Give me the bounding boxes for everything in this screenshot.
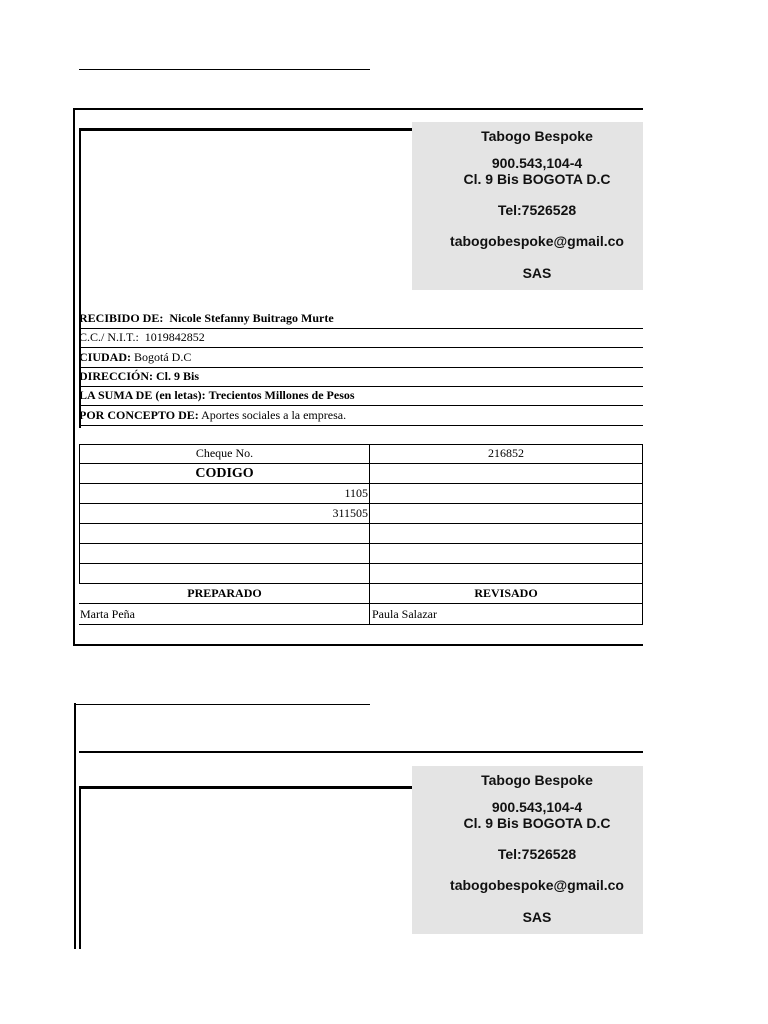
- company-nit: 900.543,104-4: [491, 155, 583, 171]
- concepto-row: [79, 406, 643, 426]
- cc-value: 1019842852: [144, 330, 205, 344]
- blank-row: [79, 425, 643, 445]
- suma-row: [79, 386, 643, 406]
- company-nit-2: 900.543,104-4: [491, 799, 583, 815]
- direccion-label: DIRECCIÓN:: [79, 369, 154, 383]
- concepto-label: POR CONCEPTO DE:: [79, 408, 199, 422]
- grid-line-6: [79, 563, 643, 564]
- cc-row: [79, 328, 643, 348]
- revisado-name: Paula Salazar: [372, 607, 437, 621]
- preparado-header: PREPARADO: [187, 586, 262, 600]
- frame-left: [73, 108, 75, 646]
- company-name-2: Tabogo Bespoke: [481, 772, 593, 788]
- header-box2-left: [79, 786, 81, 949]
- grid-right: [642, 444, 643, 625]
- codigo-header: CODIGO: [195, 466, 254, 481]
- company-phone: Tel:7526528: [497, 202, 577, 218]
- company-email: tabogobespoke@gmail.co: [450, 233, 624, 249]
- suma-label: LA SUMA DE (en letas):: [79, 388, 206, 402]
- frame2-top-rule: [74, 704, 370, 705]
- preparado-name: Marta Peña: [80, 607, 135, 621]
- frame-bottom: [73, 644, 643, 646]
- grid-line-5: [79, 543, 643, 544]
- company-address: Cl. 9 Bis BOGOTA D.C: [463, 171, 611, 187]
- cc-label: C.C./ N.I.T.:: [79, 330, 139, 344]
- direccion-value: Cl. 9 Bis: [156, 369, 200, 383]
- grid-line-4: [79, 523, 643, 524]
- company-email-2: tabogobespoke@gmail.co: [450, 877, 624, 893]
- frame2-mid-rule: [79, 751, 643, 753]
- frame-top: [73, 108, 643, 110]
- company-type: SAS: [522, 265, 552, 281]
- company-address-2: Cl. 9 Bis BOGOTA D.C: [463, 815, 611, 831]
- ciudad-label: CIUDAD:: [79, 350, 131, 364]
- grid-line-bottom: [79, 624, 643, 625]
- recibido-label: RECIBIDO DE:: [79, 311, 164, 325]
- ciudad-row: [79, 348, 643, 368]
- top-rule: [79, 69, 370, 70]
- cheque-label: Cheque No.: [195, 446, 254, 460]
- company-name: Tabogo Bespoke: [481, 128, 593, 144]
- company-phone-2: Tel:7526528: [497, 846, 577, 862]
- company-type-2: SAS: [522, 909, 552, 925]
- cheque-value: 216852: [488, 446, 524, 460]
- grid-line-8: [79, 603, 643, 604]
- code-1: 1105: [344, 486, 368, 500]
- recibido-value: Nicole Stefanny Buitrago Murte: [169, 311, 334, 325]
- suma-value: Trecientos Millones de Pesos: [208, 388, 355, 402]
- direccion-row: [79, 367, 643, 387]
- company-info-block: [412, 122, 643, 290]
- frame2-left: [74, 703, 76, 949]
- header-box-top: [79, 128, 413, 131]
- header-box2-top: [79, 786, 413, 789]
- ciudad-value: Bogotá D.C: [134, 350, 192, 364]
- concepto-value: Aportes sociales a la empresa.: [201, 408, 347, 422]
- recibido-row: [79, 309, 643, 329]
- company-info-block-2: [412, 766, 643, 934]
- code-2: 311505: [332, 506, 368, 520]
- revisado-header: REVISADO: [474, 586, 538, 600]
